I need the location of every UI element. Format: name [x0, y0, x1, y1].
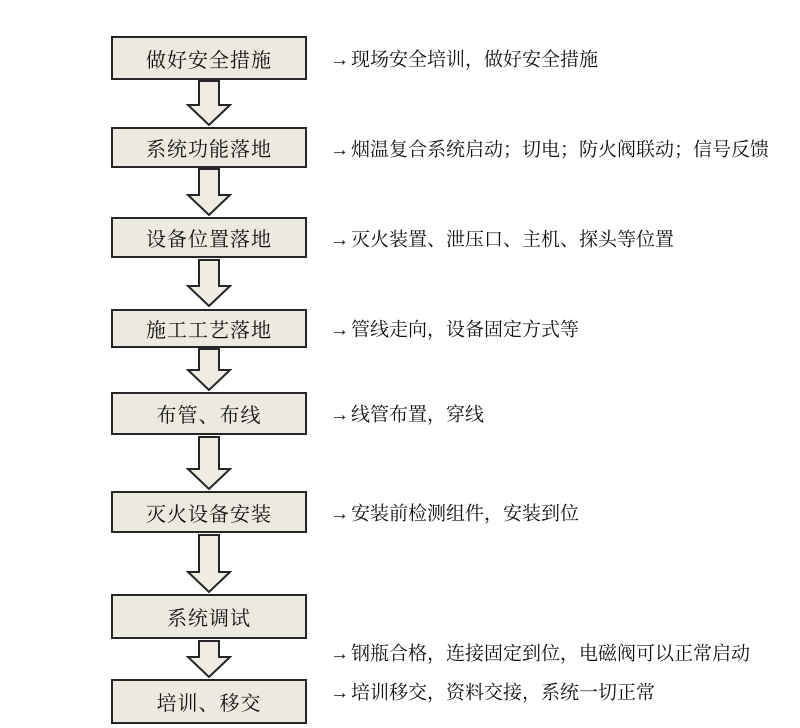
right-arrow-icon: →	[330, 319, 349, 341]
flow-step-box-7: 系统调试	[111, 594, 307, 639]
flow-step-description-3	[330, 225, 674, 252]
flow-step-description-text-4: 管线走向，设备固定方式等	[351, 319, 580, 341]
right-arrow-icon: →	[330, 229, 349, 251]
right-arrow-icon: →	[330, 139, 349, 161]
flow-step-box-2: 系统功能落地	[111, 127, 307, 168]
flow-step-description-text-8: 培训移交，资料交接，系统一切正常	[351, 682, 656, 704]
flow-step-box-4: 施工工艺落地	[111, 309, 307, 348]
flow-step-description-8	[330, 678, 655, 705]
down-arrow-connector-5	[186, 436, 232, 490]
flow-step-box-1: 做好安全措施	[111, 36, 307, 80]
right-arrow-icon: →	[330, 503, 349, 525]
flow-step-box-5: 布管、布线	[111, 392, 307, 435]
flow-step-description-6	[330, 499, 579, 526]
flow-step-description-4	[330, 315, 579, 342]
flow-step-description-text-3: 灭火装置、泄压口、主机、探头等位置	[351, 229, 675, 251]
flow-step-description-text-6: 安装前检测组件，安装到位	[351, 503, 580, 525]
right-arrow-icon: →	[330, 49, 349, 71]
right-arrow-icon: →	[330, 682, 349, 704]
flow-step-box-3: 设备位置落地	[111, 217, 307, 258]
down-arrow-connector-1	[186, 80, 232, 126]
flow-step-description-text-7: 钢瓶合格，连接固定到位，电磁阀可以正常启动	[351, 643, 751, 665]
down-arrow-connector-6	[186, 534, 232, 593]
down-arrow-connector-7	[186, 640, 232, 678]
flow-step-description-text-2: 烟温复合系统启动；切电；防火阀联动；信号反馈	[351, 139, 770, 161]
flow-step-description-text-1: 现场安全培训，做好安全措施	[351, 49, 599, 71]
flow-step-box-6: 灭火设备安装	[111, 491, 307, 533]
flow-step-description-7	[330, 639, 750, 666]
right-arrow-icon: →	[330, 404, 349, 426]
flow-step-description-5	[330, 400, 484, 427]
right-arrow-icon: →	[330, 643, 349, 665]
down-arrow-connector-4	[186, 348, 232, 391]
down-arrow-connector-3	[186, 259, 232, 307]
flow-step-description-text-5: 线管布置，穿线	[351, 404, 485, 426]
flow-step-box-8: 培训、移交	[111, 679, 307, 724]
flow-step-description-2	[330, 135, 769, 162]
down-arrow-connector-2	[186, 168, 232, 216]
flow-step-description-1	[330, 45, 598, 72]
